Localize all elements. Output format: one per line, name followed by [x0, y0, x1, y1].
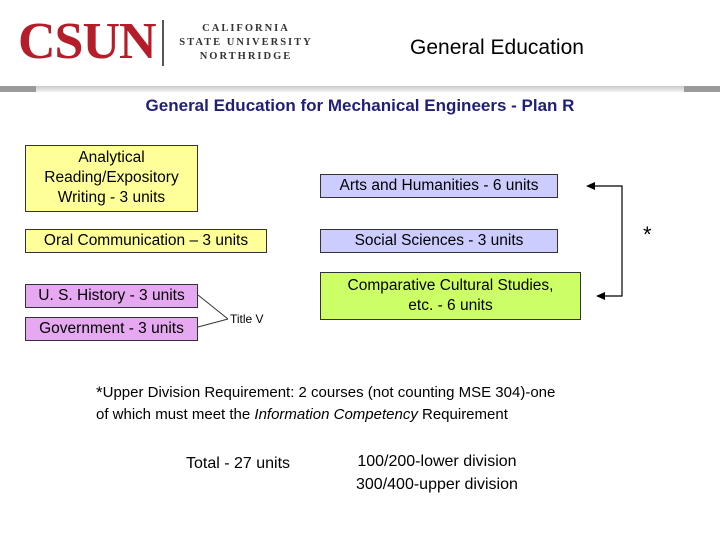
note-line-2-post: Requirement	[417, 406, 508, 423]
note-line-1-text: Upper Division Requirement: 2 courses (not counting MSE 304)-one	[102, 384, 556, 401]
government-box: Government - 3 units	[25, 317, 198, 341]
note-line-2-italic: Information Competency	[254, 406, 418, 423]
arts-humanities-box: Arts and Humanities - 6 units	[320, 174, 558, 198]
analytical-writing-box	[25, 145, 198, 212]
header-title: General Education	[410, 36, 584, 59]
comparative-cultural-box	[320, 272, 581, 320]
analytical-line-3: Writing - 3 units	[57, 189, 166, 206]
upper-division-bracket	[580, 176, 630, 306]
header-bar	[0, 86, 720, 92]
logo-line-3: NORTHRIDGE	[199, 51, 293, 62]
comparative-line-1: Comparative Cultural Studies,	[347, 277, 554, 294]
us-history-box: U. S. History - 3 units	[25, 284, 198, 308]
page-title: General Education for Mechanical Engineers - Plan R	[145, 96, 575, 115]
lower-division: 100/200-lower division	[357, 453, 517, 470]
note-star: *	[96, 383, 103, 402]
logo-line-2: STATE UNIVERSITY	[179, 37, 313, 48]
header-bar-left-cap	[0, 86, 36, 92]
social-sciences-box: Social Sciences - 3 units	[320, 229, 558, 253]
note-line-2	[96, 404, 656, 426]
logo-university-name	[176, 22, 316, 64]
analytical-line-1: Analytical	[78, 149, 145, 166]
title-v-label: Title V	[230, 312, 264, 326]
title-v-connector	[196, 284, 236, 334]
upper-division-asterisk: *	[643, 222, 652, 247]
upper-division: 300/400-upper division	[356, 476, 518, 493]
logo-line-1: CALIFORNIA	[202, 23, 290, 34]
csun-logo: CSUN	[18, 13, 156, 70]
header-bar-right-cap	[684, 86, 720, 92]
upper-division-note	[96, 382, 656, 426]
total-units: Total - 27 units	[186, 455, 291, 472]
analytical-line-2: Reading/Expository	[44, 169, 179, 186]
division-legend	[356, 450, 518, 496]
logo-divider	[162, 20, 164, 66]
note-line-1	[96, 382, 656, 404]
arrow-head-bottom	[596, 292, 605, 300]
oral-communication-box: Oral Communication – 3 units	[25, 229, 267, 253]
arrow-head-top	[586, 182, 595, 190]
comparative-line-2: etc. - 6 units	[408, 297, 493, 314]
note-line-2-pre: of which must meet the	[96, 406, 255, 423]
